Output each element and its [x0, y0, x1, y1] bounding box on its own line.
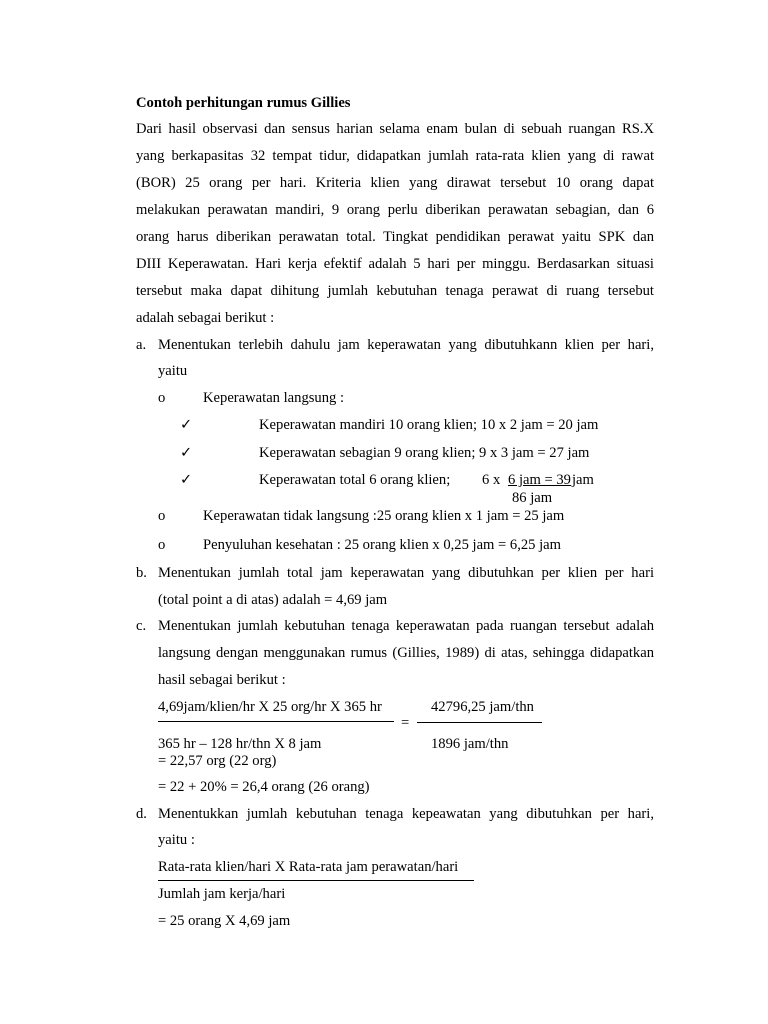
page-title: Contoh perhitungan rumus Gillies	[136, 95, 351, 111]
formula-numerator: 4,69jam/klien/hr X 25 org/hr X 365 hr	[158, 699, 382, 715]
bullet-icon: o	[158, 508, 166, 524]
intro-line: tersebut maka dapat dihitung jumlah kebutuhan tenaga perawat di ruang tersebut	[136, 283, 654, 299]
section-d-line: yaitu :	[158, 832, 195, 848]
intro-line: (BOR) 25 orang per hari. Kriteria klien yang dirawat tersebut 10 orang dapat	[136, 175, 654, 191]
total-item-multiplier: 6 x	[482, 472, 501, 488]
section-c-line: langsung dengan menggunakan rumus (Gillies, 1989) di atas, sehingga didapatkan	[158, 645, 654, 661]
total-item-unit: jam	[572, 472, 594, 488]
section-b-line: Menentukan jumlah total jam keperawatan yang dibutuhkan per klien per hari	[158, 565, 654, 581]
list-marker-a: a.	[136, 337, 147, 353]
checkmark-icon: ✓	[180, 417, 193, 433]
section-a-line: Menentukan terlebih dahulu jam keperawatan yang dibutuhkann klien per hari,	[158, 337, 654, 353]
result-denominator: 1896 jam/thn	[431, 736, 509, 752]
total-item-denominator: 86 jam	[512, 490, 553, 506]
list-marker-b: b.	[136, 565, 147, 581]
bullet-icon: o	[158, 537, 166, 553]
result-line: = 22,57 org (22 org)	[158, 753, 277, 769]
section-c-line: hasil sebagai berikut :	[158, 672, 286, 688]
intro-line: orang harus diberikan perawatan total. Tingkat pendidikan perawat yaitu SPK dan	[136, 229, 654, 245]
formula-denominator: 365 hr – 128 hr/thn X 8 jam	[158, 736, 322, 752]
tidak-langsung-item: Keperawatan tidak langsung :25 orang klien x 1 jam = 25 jam	[203, 508, 565, 524]
fraction-line	[158, 721, 394, 722]
list-marker-d: d.	[136, 806, 147, 822]
sebagian-item: Keperawatan sebagian 9 orang klien; 9 x 3 jam = 27 jam	[259, 445, 590, 461]
total-item-label: Keperawatan total 6 orang klien;	[259, 472, 451, 488]
section-c-line: Menentukan jumlah kebutuhan tenaga keperawatan pada ruangan tersebut adalah	[158, 618, 654, 634]
intro-line: melakukan perawatan mandiri, 9 orang perlu diberikan perawatan sebagian, dan 6	[136, 202, 654, 218]
checkmark-icon: ✓	[180, 445, 193, 461]
total-item-numerator: 6 jam = 39	[508, 472, 571, 488]
intro-line: DIII Keperawatan. Hari kerja efektif adalah 5 hari per minggu. Berdasarkan situasi	[136, 256, 654, 272]
list-marker-c: c.	[136, 618, 147, 634]
result-line: = 25 orang X 4,69 jam	[158, 913, 291, 929]
intro-line: yang berkapasitas 32 tempat tidur, didapatkan jumlah rata-rata klien yang di rawat	[136, 148, 654, 164]
bullet-icon: o	[158, 390, 166, 406]
formula-d-denominator: Jumlah jam kerja/hari	[158, 886, 286, 902]
intro-line: adalah sebagai berikut :	[136, 310, 275, 326]
result-numerator: 42796,25 jam/thn	[431, 699, 534, 715]
fraction-line	[417, 722, 542, 723]
checkmark-icon: ✓	[180, 472, 193, 488]
intro-line: Dari hasil observasi dan sensus harian selama enam bulan di sebuah ruangan RS.X	[136, 121, 654, 137]
penyuluhan-item: Penyuluhan kesehatan : 25 orang klien x 0,25 jam = 6,25 jam	[203, 537, 562, 553]
section-a-line: yaitu	[158, 363, 188, 379]
section-b-line: (total point a di atas) adalah = 4,69 jam	[158, 592, 388, 608]
equals-sign: =	[401, 715, 410, 731]
formula-d-numerator: Rata-rata klien/hari X Rata-rata jam perawatan/hari	[158, 859, 459, 875]
mandiri-item: Keperawatan mandiri 10 orang klien; 10 x 2 jam = 20 jam	[259, 417, 599, 433]
fraction-line	[158, 880, 474, 881]
section-d-line: Menentukkan jumlah kebutuhan tenaga kepeawatan yang dibutuhkan per hari,	[158, 806, 654, 822]
keperawatan-langsung-label: Keperawatan langsung :	[203, 390, 345, 406]
result-line: = 22 + 20% = 26,4 orang (26 orang)	[158, 779, 370, 795]
